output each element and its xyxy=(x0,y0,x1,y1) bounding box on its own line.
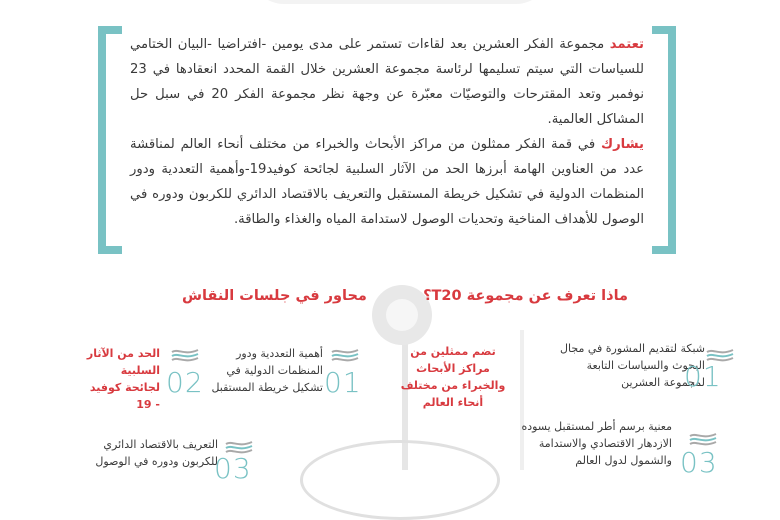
g20-flag-icon xyxy=(170,346,200,366)
left-item-2-text: الحد من الآثار السلبية لجائحة كوفيد - 19 xyxy=(86,347,160,411)
intro-keyword-1: تعتمد xyxy=(609,37,644,52)
intro-box xyxy=(98,26,676,254)
left-item-1-text: أهمية التعددية ودور المنظمات الدولية في تشكيل خريطة المستقبل xyxy=(211,347,323,394)
right-item-3-number: 03 xyxy=(680,446,718,479)
intro-paragraph-2: في قمة الفكر ممثلون من مراكز الأبحاث والخبراء من مختلف أنحاء العالم لمناقشة عدد من العناوين الهامة أبرزها الحد من الآثار السلبية لجائحة كوفيد19-وأهمية التعددية ودور المنظمات الدولية في تشكيل خريطة المستقبل والتعريف بالاقتصاد الدائري للكربون ودوره في الوصول للأهداف المناخية وتحديات الوصول لاستدامة المياه والغذاء والطاقة. xyxy=(130,137,644,227)
left-item-3-number: 03 xyxy=(214,452,252,485)
right-section-title: ماذا تعرف عن مجموعة T20؟ xyxy=(423,288,628,304)
g20-flag-icon xyxy=(330,346,360,366)
intro-text xyxy=(130,32,644,232)
left-bracket xyxy=(98,26,122,254)
right-item-1-number: 01 xyxy=(684,360,722,393)
left-item-2-number: 02 xyxy=(166,366,204,399)
right-highlight-text: تضم ممثلين من مراكز الأبحاث والخبراء من مختلف أنحاء العالم xyxy=(400,345,506,409)
top-decoration xyxy=(250,0,550,4)
right-item-3-text: معنية برسم أطر لمستقبل يسوده الازدهار الاقتصادي والاستدامة والشمول لدول العالم xyxy=(521,420,672,467)
intro-keyword-2: يشارك xyxy=(600,137,644,152)
left-item-1-number: 01 xyxy=(324,366,362,399)
right-item-1-text: شبكة لتقديم المشورة في مجال البحوث والسياسات التابعة لمجموعة العشرين xyxy=(560,342,705,389)
left-section-title: محاور في جلسات النقاش xyxy=(182,288,367,304)
intro-paragraph-1: مجموعة الفكر العشرين بعد لقاءات تستمر على مدى يومين -افتراضيا -البيان الختامي للسياسات التي سيتم تسليمها لرئاسة مجموعة العشرين خلال القمة المحدد انعقادها في 23 نوفمبر وتعد المقترحات والتوصيّات معبّرة عن وجهة نظر مجموعة الفكر 20 في سبل حل المشاكل العالمية. xyxy=(130,37,644,127)
left-item-3-text: التعريف بالاقتصاد الدائري للكربون ودوره في الوصول xyxy=(95,438,218,468)
right-bracket xyxy=(652,26,676,254)
bottom-swirl-decoration xyxy=(300,440,500,520)
